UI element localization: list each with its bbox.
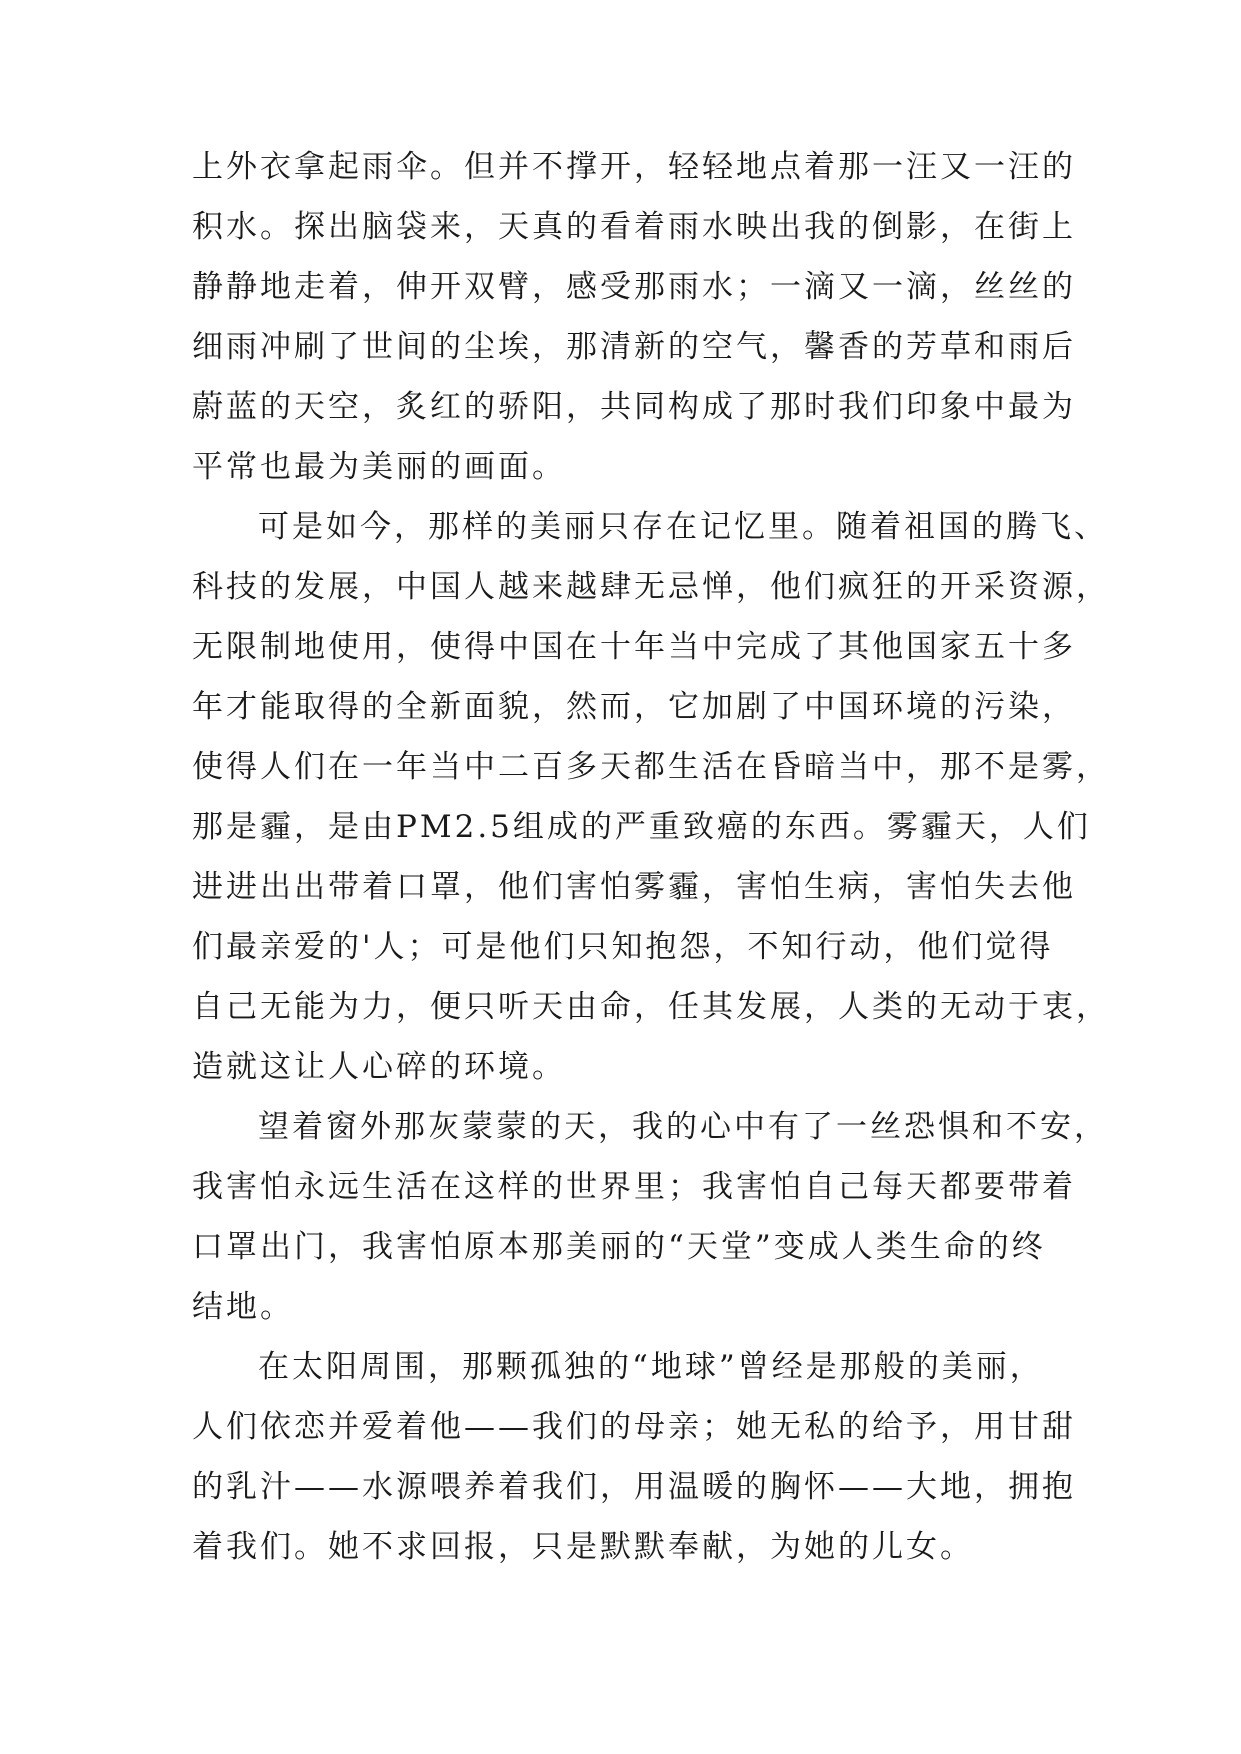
text-line: 的乳汁——水源喂养着我们，用温暖的胸怀——大地，拥抱 — [192, 1469, 1076, 1505]
text-line: 科技的发展，中国人越来越肆无忌惮，他们疯狂的开采资源， — [192, 569, 1110, 605]
text-line: 人们依恋并爱着他——我们的母亲；她无私的给予，用甘甜 — [192, 1409, 1076, 1445]
text-line: 平常也最为美丽的画面。 — [192, 449, 566, 485]
text-line: 们最亲爱的'人；可是他们只知抱怨，不知行动，他们觉得 — [192, 929, 1054, 965]
text-line: 口罩出门，我害怕原本那美丽的“天堂”变成人类生命的终 — [192, 1229, 1046, 1265]
text-line: 细雨冲刷了世间的尘埃，那清新的空气，馨香的芳草和雨后 — [192, 329, 1076, 365]
text-line: 蔚蓝的天空，炙红的骄阳，共同构成了那时我们印象中最为 — [192, 389, 1076, 425]
paragraph-first-line: 在太阳周围，那颗孤独的“地球”曾经是那般的美丽， — [258, 1349, 1044, 1385]
paragraph-first-line: 望着窗外那灰蒙蒙的天，我的心中有了一丝恐惧和不安， — [258, 1109, 1108, 1145]
text-line: 年才能取得的全新面貌，然而，它加剧了中国环境的污染， — [192, 689, 1076, 725]
text-line: 那是霾，是由PM2.5组成的严重致癌的东西。雾霾天，人们 — [192, 809, 1091, 845]
text-line: 使得人们在一年当中二百多天都生活在昏暗当中，那不是雾， — [192, 749, 1110, 785]
paragraph-first-line: 可是如今，那样的美丽只存在记忆里。随着祖国的腾飞、 — [258, 509, 1108, 545]
text-line: 着我们。她不求回报，只是默默奉献，为她的儿女。 — [192, 1529, 974, 1565]
text-line: 积水。探出脑袋来，天真的看着雨水映出我的倒影，在街上 — [192, 209, 1076, 245]
text-line: 自己无能为力，便只听天由命，任其发展，人类的无动于衷， — [192, 989, 1110, 1025]
text-line: 静静地走着，伸开双臂，感受那雨水；一滴又一滴，丝丝的 — [192, 269, 1076, 305]
text-line: 无限制地使用，使得中国在十年当中完成了其他国家五十多 — [192, 629, 1076, 665]
text-line: 上外衣拿起雨伞。但并不撑开，轻轻地点着那一汪又一汪的 — [192, 149, 1076, 185]
text-line: 进进出出带着口罩，他们害怕雾霾，害怕生病，害怕失去他 — [192, 869, 1076, 905]
text-line: 我害怕永远生活在这样的世界里；我害怕自己每天都要带着 — [192, 1169, 1076, 1205]
text-line: 结地。 — [192, 1289, 294, 1325]
text-line: 造就这让人心碎的环境。 — [192, 1049, 566, 1085]
